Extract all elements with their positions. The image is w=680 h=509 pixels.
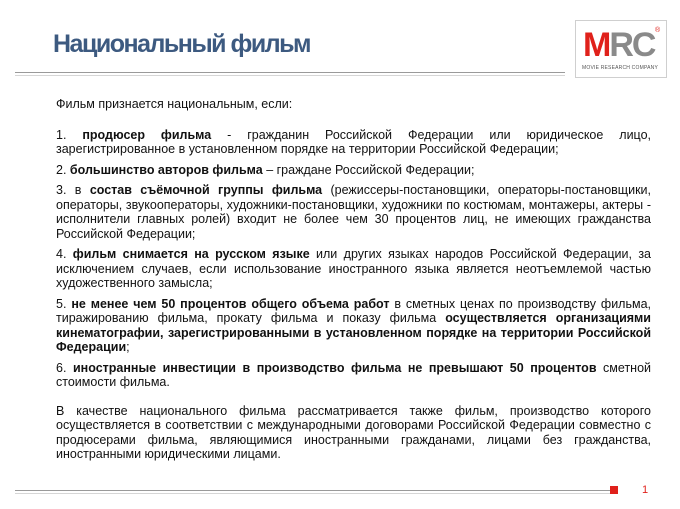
criterion-emphasis: иностранные инвестиции в производство фильма не превышают 50 процентов (72, 360, 597, 375)
criterion-number: 5. (56, 296, 72, 311)
logo-subtitle: MOVIE RESEARCH COMPANY (582, 65, 658, 71)
criterion-3 (56, 183, 651, 241)
slide-title: Национальный фильм (53, 30, 310, 58)
criterion-text: (режиссеры-постановщики, операторы-постановщики, операторы, звукооператоры, художники-постановщики, художники по костюмам, монтажеры, актеры - исполнители главных ролей) входит не более чем 30 процентов лиц, не имеющих гражданства Российской Федерации; (56, 183, 652, 241)
slide-body (56, 97, 651, 462)
criterion-emphasis: продюсер фильма (82, 127, 212, 142)
page-number: 1 (642, 484, 649, 496)
criterion-number: 3. (56, 183, 75, 197)
footer-accent-square (610, 486, 618, 494)
criterion-text: сметной стоимости фильма. (56, 360, 652, 389)
criterion-text: или других языках народов Российской Федерации, за исключением случаев, если использование иностранного языка является неотъемлемой частью художественного замысла; (56, 247, 652, 290)
criterion-emphasis: состав съёмочной группы фильма (89, 183, 323, 197)
logo-letter-m: M (583, 26, 610, 64)
criterion-tail: ; (126, 340, 130, 354)
footer-divider-secondary (15, 493, 610, 494)
mrc-logo (575, 20, 667, 78)
criterion-4 (56, 247, 651, 291)
criterion-number: 4. (56, 247, 73, 261)
criterion-number: 1. (56, 127, 83, 142)
criterion-6 (56, 361, 651, 390)
footer-divider (15, 490, 610, 491)
criterion-text: в сметных ценах по производству фильма, тиражированию фильма, прокату фильма и показу фильма (56, 296, 652, 325)
criterion-text: - гражданин Российской Федерации или юридическое лицо, зарегистрированное в установленном порядке на территории Российской Федерации; (56, 127, 651, 156)
criterion-5 (56, 297, 651, 355)
criterion-emphasis: большинство авторов фильма (69, 162, 263, 177)
criterion-1 (56, 128, 651, 157)
criterion-emphasis: фильм снимается на русском языке (72, 247, 310, 261)
closing-paragraph: В качестве национального фильма рассматривается также фильм, производство которого осуществляется в соответствии с международными договорами Российской Федерации совместно с продюсерами фильма, являющимися иностранными гражданами, лицами без гражданства, иностранными юридическими лицами. (56, 403, 651, 461)
logo-letters-rc: RC (609, 26, 655, 64)
intro-text: Фильм признается национальным, если: (56, 97, 293, 111)
criterion-number: 6. (56, 360, 73, 375)
criterion-number: 2. (56, 162, 70, 177)
criterion-2 (56, 163, 651, 178)
criterion-emphasis-2: осуществляется организациями кинематографии, зарегистрированными в установленном порядке на территории Российской Федерации (56, 311, 651, 354)
title-divider (15, 72, 565, 73)
criterion-emphasis: не менее чем 50 процентов общего объема работ (71, 296, 390, 311)
logo-mark (583, 25, 654, 65)
registered-mark: ® (655, 27, 661, 34)
criterion-lead: в (74, 183, 90, 197)
criterion-text: – граждане Российской Федерации; (262, 162, 475, 177)
title-divider-secondary (15, 75, 565, 76)
